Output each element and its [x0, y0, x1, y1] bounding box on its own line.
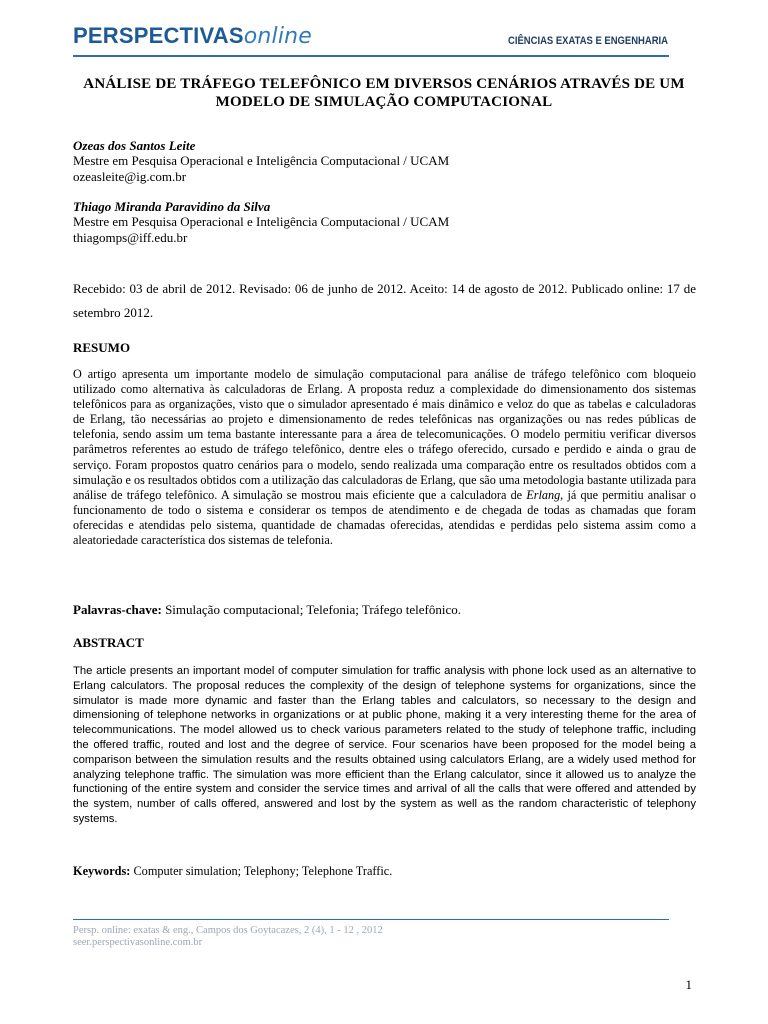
section-label: CIÊNCIAS EXATAS E ENGENHARIA [508, 35, 668, 47]
author-affiliation: Mestre em Pesquisa Operacional e Inteligência Computacional / UCAM [73, 214, 450, 229]
logo-text-online: online [243, 24, 313, 49]
keywords-text: Computer simulation; Telephony; Telephone Traffic. [130, 864, 393, 878]
page-number: 1 [685, 977, 692, 992]
abstract-heading: ABSTRACT [73, 635, 144, 650]
logo-text-perspectivas: PERSPECTIVAS [73, 23, 244, 48]
paper-title: ANÁLISE DE TRÁFEGO TELEFÔNICO EM DIVERSOS CENÁRIOS ATRAVÉS DE UM MODELO DE SIMULAÇÃO COMPUTACIONAL [83, 76, 685, 110]
publication-dates: Recebido: 03 de abril de 2012. Revisado: 06 de junho de 2012. Aceito: 14 de agosto de 2012. Publicado online: 17 de setembro 2012. [73, 281, 696, 320]
palavras-chave-label: Palavras-chave: [73, 602, 162, 617]
author-block-1 [73, 138, 673, 185]
palavras-chave [73, 602, 696, 618]
page-footer [73, 925, 383, 949]
resumo-heading: RESUMO [73, 340, 131, 355]
header-divider [73, 55, 669, 57]
resumo-text [73, 367, 696, 548]
author-affiliation: Mestre em Pesquisa Operacional e Inteligência Computacional / UCAM [73, 153, 450, 168]
author-name: Ozeas dos Santos Leite [73, 138, 196, 153]
abstract-text: The article presents an important model of computer simulation for traffic analysis with phone lock used as an alternative to Erlang calculators. The proposal reduces the complexity of the design of telephone systems for organizations, since the simulator is made more dynamic and faster than the Erlang tables and calculators, so necessary to the design and dimensioning of telephone networks in organizations or at public phone, making it a very interesting theme for the area of telecommunications. The model allowed us to check various parameters related to the study of telephone traffic, including the offered traffic, routed and lost and the degree of service. Four scenarios have been proposed for the model being a comparison between the simulation results and the results obtained using calculators Erlang, are a widely used method for analyzing telephone traffic. The simulation was more efficient than the Erlang calculator, since it allowed us to analyze the functioning of the entire system and consider the service times and arrival of all the calls that were offered and attended by the system, number of calls offered, answered and lost by the system as well as the random characteristic of telephony systems. [73, 665, 696, 825]
journal-logo [73, 24, 312, 49]
resumo-text-italic: Erlang [526, 487, 561, 502]
resumo-text-part1: O artigo apresenta um importante modelo de simulação computacional para análise de tráfego telefônico com bloqueio utilizado como alternativa às calculadoras de Erlang. A proposta reduz a complexidade do dimensionamento dos sistemas telefônicos para as organizações, visto que o simulador apresentado é mais dinâmico e veloz do que as tabelas e calculadoras de Erlang, tão necessárias ao projeto e dimensionamento de redes telefônicas nas organizações ou nas redes públicas de telefonia, sendo assim um tema bastante interessante para a área de telecomunicações. O modelo permitiu verificar diversos parâmetros referentes ao estudo de tráfego telefônico, dentre eles o tráfego oferecido, cursado e perdido e ainda o grau de serviço. Foram propostos quatro cenários para o modelo, sendo realizada uma comparação entre os resultados obtidos com a simulação e os resultados obtidos com a utilização das calculadoras de Erlang, que são uma metodologia bastante utilizada para análise de tráfego telefônico. A simulação se mostrou mais eficiente que a calculadora de [73, 367, 696, 502]
author-email[interactable]: ozeasleite@ig.com.br [73, 169, 187, 184]
resumo-text-part2: , já que permitiu analisar o funcionamento de todo o sistema e considerar os tempos de atendimento e de chegada de todas as chamadas que foram oferecidas e atendidas pelo sistema, quantidade de chamadas oferecidas, atendidas e perdidas pelo sistema assim como a aleatoriedade característica dos sistemas de telefonia. [73, 487, 696, 548]
palavras-chave-text: Simulação computacional; Telefonia; Tráfego telefônico. [161, 602, 462, 617]
keywords [73, 864, 696, 879]
footer-url[interactable]: seer.perspectivasonline.com.br [73, 937, 203, 948]
footer-citation: Persp. online: exatas & eng., Campos dos Goytacazes, 2 (4), 1 - 12 , 2012 [73, 925, 383, 936]
footer-divider [73, 919, 669, 920]
journal-header [73, 20, 668, 54]
keywords-label: Keywords: [73, 864, 131, 878]
author-block-2 [73, 199, 673, 246]
author-name: Thiago Miranda Paravidino da Silva [73, 199, 271, 214]
author-email[interactable]: thiagomps@iff.edu.br [73, 230, 188, 245]
